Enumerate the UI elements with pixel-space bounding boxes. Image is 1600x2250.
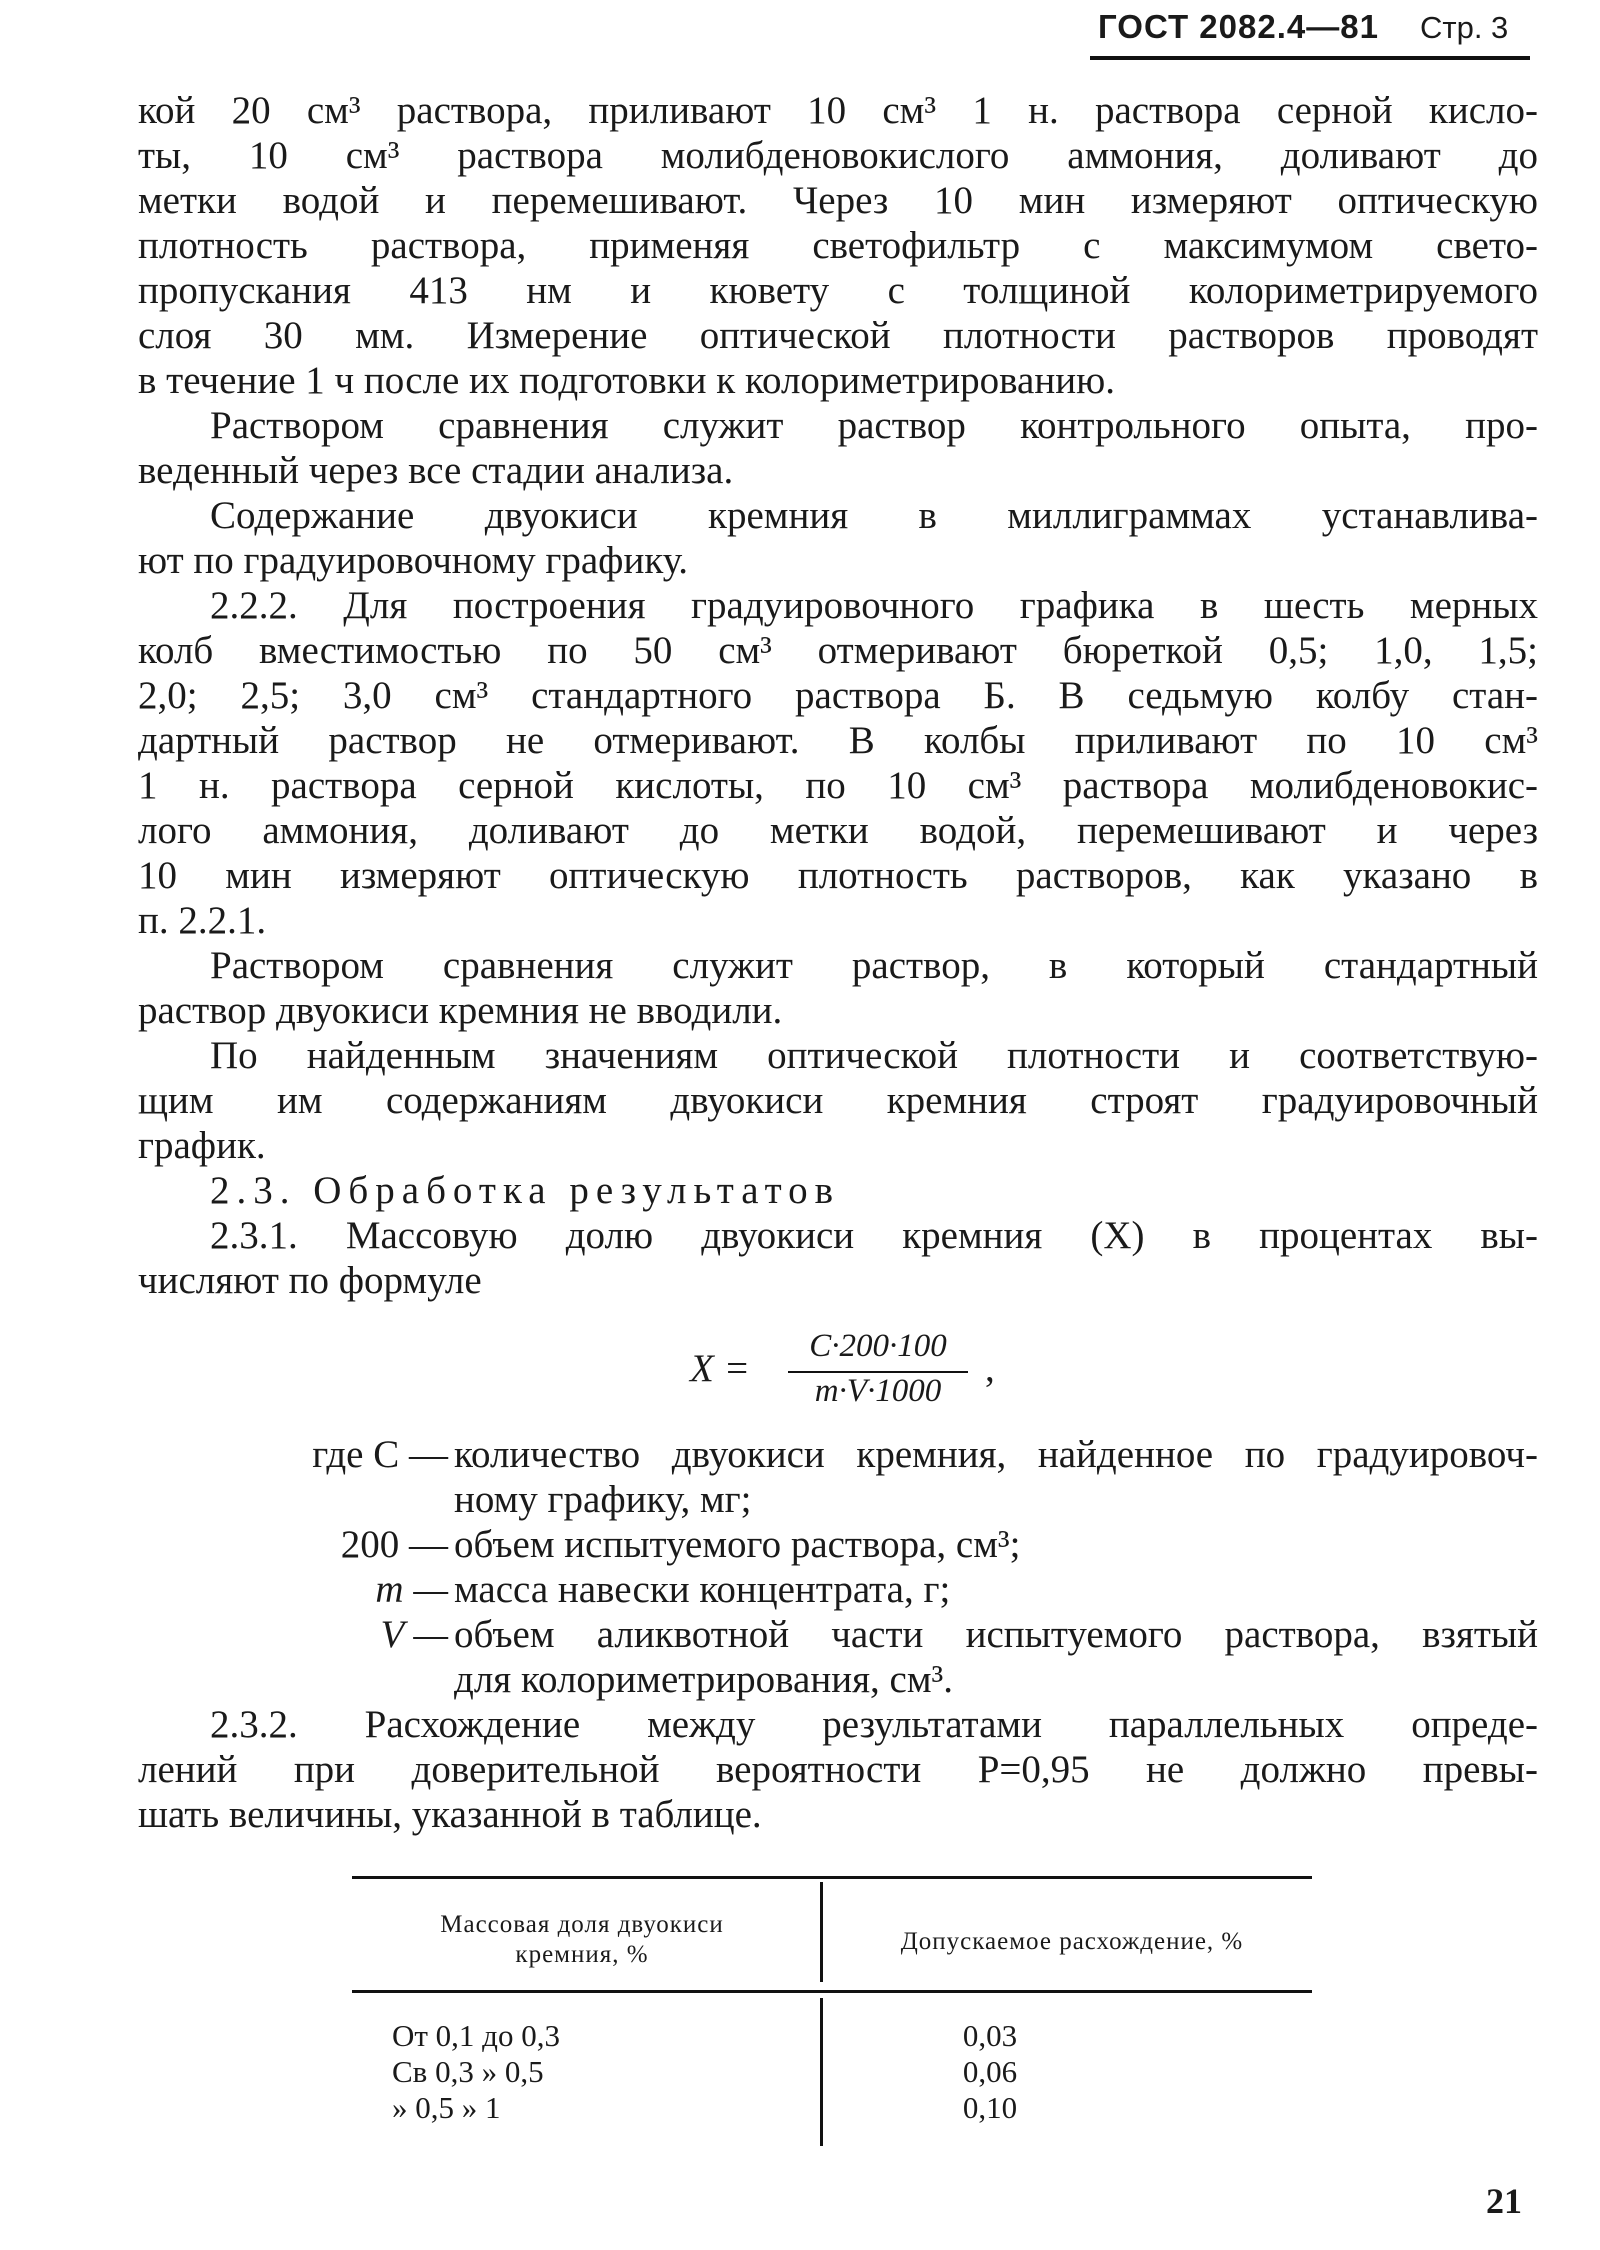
text-line: числяют по формуле bbox=[138, 1259, 482, 1302]
page-label: Стр. 3 bbox=[1420, 10, 1509, 45]
text-line: слоя 30 мм. Измерение оптической плотности растворов проводят bbox=[138, 314, 1538, 357]
table-cell-range: От 0,1 до 0,3 bbox=[392, 2018, 560, 2053]
text-line: ты, 10 см³ раствора молибденовокислого аммония, доливают до bbox=[138, 134, 1538, 177]
table-header-rule bbox=[352, 1990, 1312, 1993]
table-cell-value: 0,10 bbox=[962, 2090, 1018, 2125]
formula bbox=[690, 1318, 1050, 1408]
legend-symbol: V — bbox=[380, 1613, 448, 1656]
legend-symbol: 200 — bbox=[340, 1523, 448, 1566]
table-cell-range: Св 0,3 » 0,5 bbox=[392, 2054, 544, 2089]
text-line: дартный раствор не отмеривают. В колбы приливают по 10 см³ bbox=[138, 719, 1538, 762]
text-line: лений при доверительной вероятности P=0,95 не должно превы- bbox=[138, 1748, 1538, 1791]
legend-item bbox=[138, 1522, 1538, 1567]
text-line: Раствором сравнения служит раствор контрольного опыта, про- bbox=[210, 404, 1538, 447]
text-line: Раствором сравнения служит раствор, в который стандартный bbox=[210, 944, 1538, 987]
header-line: кремния, % bbox=[515, 1941, 649, 1968]
table-header-divider bbox=[820, 1882, 823, 1982]
text-line: п. 2.2.1. bbox=[138, 899, 267, 942]
legend-item-continued bbox=[138, 1477, 1538, 1522]
standard-number: ГОСТ 2082.4—81 bbox=[1098, 8, 1379, 45]
text-line: пропускания 413 нм и кювету с толщиной колориметрируемого bbox=[138, 269, 1538, 312]
text-line: раствор двуокиси кремния не вводили. bbox=[138, 989, 783, 1032]
formula-legend bbox=[138, 1432, 1538, 1837]
text-line: 2.3.1. Массовую долю двуокиси кремния (X) в процентах вы- bbox=[210, 1214, 1538, 1257]
text-line: лого аммония, доливают до метки водой, перемешивают и через bbox=[138, 809, 1538, 852]
text-line: 1 н. раствора серной кислоты, по 10 см³ раствора молибденовокис- bbox=[138, 764, 1538, 807]
tolerance-table bbox=[352, 1876, 1312, 2146]
legend-symbol: m — bbox=[375, 1568, 448, 1611]
text-line: в течение 1 ч после их подготовки к колориметрированию. bbox=[138, 359, 1115, 402]
text-line: метки водой и перемешивают. Через 10 мин измеряют оптическую bbox=[138, 179, 1538, 222]
legend-text: для колориметрирования, см³. bbox=[454, 1658, 953, 1701]
table-header-tolerance: Допускаемое расхождение, % bbox=[900, 1928, 1244, 1955]
table-cell-value: 0,06 bbox=[962, 2054, 1018, 2089]
text-line: 10 мин измеряют оптическую плотность растворов, как указано в bbox=[138, 854, 1538, 897]
text-line: веденный через все стадии анализа. bbox=[138, 449, 734, 492]
text-line: ют по градуировочному графику. bbox=[138, 539, 689, 582]
legend-item bbox=[138, 1432, 1538, 1477]
legend-item bbox=[138, 1567, 1538, 1612]
formula-denominator: m·V·1000 bbox=[814, 1373, 942, 1409]
legend-text: объем аликвотной части испытуемого раствора, взятый bbox=[454, 1613, 1538, 1656]
table-header-mass-fraction bbox=[352, 1910, 812, 1970]
legend-text: количество двуокиси кремния, найденное по градуировоч- bbox=[454, 1433, 1538, 1476]
formula-trailing: , bbox=[985, 1347, 995, 1390]
text-line: По найденным значениям оптической плотности и соответствую- bbox=[210, 1034, 1538, 1077]
table-cell-value: 0,03 bbox=[962, 2018, 1018, 2053]
text-line: 2,0; 2,5; 3,0 см³ стандартного раствора Б. В седьмую колбу стан- bbox=[138, 674, 1538, 717]
text-line: кой 20 см³ раствора, приливают 10 см³ 1 н. раствора серной кисло- bbox=[138, 89, 1538, 132]
body-text bbox=[138, 88, 1538, 1303]
table-cell-range: » 0,5 » 1 bbox=[392, 2090, 501, 2125]
legend-text: ному графику, мг; bbox=[454, 1478, 752, 1521]
text-line: шать величины, указанной в таблице. bbox=[138, 1793, 762, 1836]
text-line: 2.2.2. Для построения градуировочного графика в шесть мерных bbox=[210, 584, 1538, 627]
text-line: 2.3.2. Расхождение между результатами параллельных опреде- bbox=[210, 1703, 1538, 1746]
legend-symbol: где C — bbox=[312, 1433, 448, 1476]
legend-text: объем испытуемого раствора, см³; bbox=[454, 1523, 1021, 1566]
section-heading: 2.3. Обработка результатов bbox=[210, 1169, 841, 1212]
table-top-rule bbox=[352, 1876, 1312, 1879]
text-line: Содержание двуокиси кремния в миллиграммах устанавлива- bbox=[210, 494, 1538, 537]
header-line: Массовая доля двуокиси bbox=[440, 1911, 724, 1938]
legend-item bbox=[138, 1612, 1538, 1657]
header-rule bbox=[1090, 56, 1530, 60]
legend-text: масса навески концентрата, г; bbox=[454, 1568, 951, 1611]
text-line: график. bbox=[138, 1124, 266, 1167]
text-line: колб вместимостью по 50 см³ отмеривают бюреткой 0,5; 1,0, 1,5; bbox=[138, 629, 1538, 672]
legend-item-continued bbox=[138, 1657, 1538, 1702]
page-header bbox=[1090, 8, 1530, 60]
formula-numerator: C·200·100 bbox=[809, 1328, 947, 1364]
page-number: 21 bbox=[1486, 2181, 1522, 2221]
text-line: плотность раствора, применяя светофильтр с максимумом свето- bbox=[138, 224, 1538, 267]
text-line: щим им содержаниям двуокиси кремния строят градуировочный bbox=[138, 1079, 1538, 1122]
formula-lhs: X = bbox=[690, 1347, 750, 1390]
